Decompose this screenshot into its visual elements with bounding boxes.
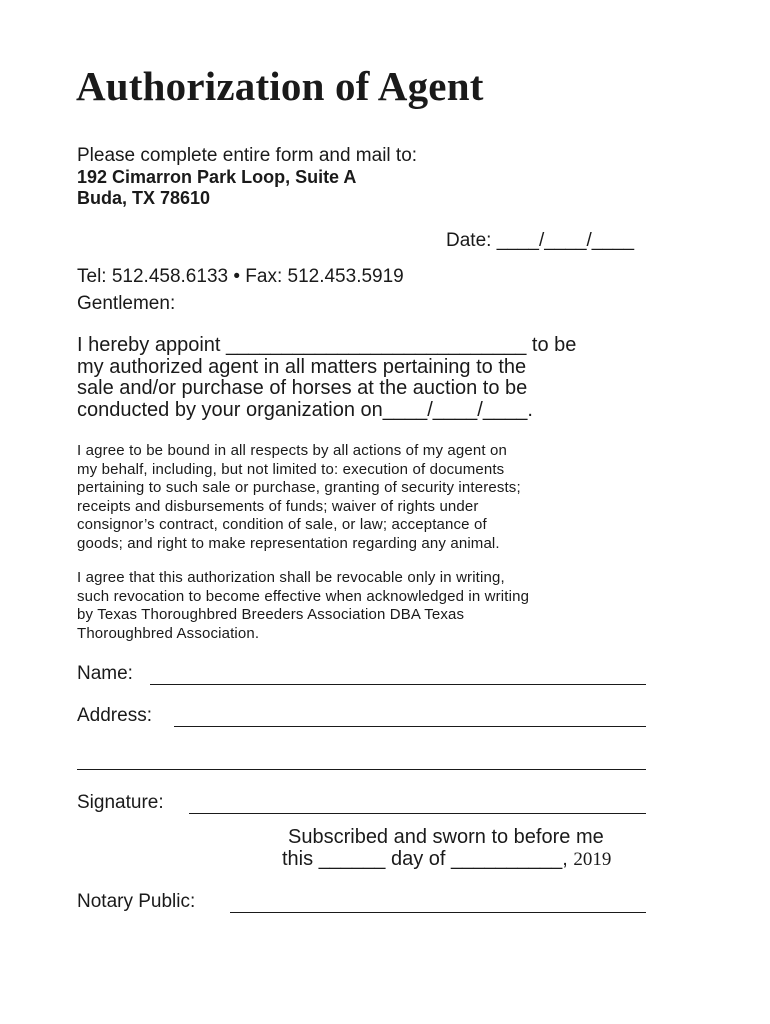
address-label: Address:: [77, 705, 152, 726]
paragraph-line: by Texas Thoroughbred Breeders Association DBA Texas: [77, 606, 465, 623]
appoint-line-4[interactable]: conducted by your organization on____/____/____.: [77, 398, 533, 421]
name-input-line[interactable]: [150, 684, 646, 685]
paragraph-line: I agree to be bound in all respects by all actions of my agent on: [77, 442, 508, 459]
revocation-paragraph: [77, 569, 687, 643]
day-of-text: day of: [391, 848, 446, 870]
sworn-this-text: this: [282, 848, 314, 870]
date-blank[interactable]: ____/____/____: [496, 230, 635, 251]
sworn-statement: Subscribed and sworn to before me: [288, 826, 604, 848]
paragraph-line: my behalf, including, but not limited to: execution of documents: [77, 460, 505, 478]
paragraph-line: such revocation to become effective when acknowledged in writing: [77, 587, 530, 605]
appointment-statement: [77, 335, 677, 421]
address-input-line[interactable]: [174, 726, 646, 727]
mailing-address-line2: Buda, TX 78610: [77, 188, 211, 208]
signature-field[interactable]: [77, 792, 164, 814]
mailing-address-line1: 192 Cimarron Park Loop, Suite A: [77, 167, 357, 187]
paragraph-line: pertaining to such sale or purchase, granting of security interests;: [77, 479, 521, 496]
paragraph-line: consignor’s contract, condition of sale, or law; acceptance of: [77, 516, 487, 533]
agent-name-blank[interactable]: ___________________________: [226, 334, 527, 356]
address-field[interactable]: [77, 705, 152, 727]
salutation: Gentlemen:: [77, 293, 176, 314]
day-blank[interactable]: ______: [318, 848, 386, 870]
binding-agreement-paragraph: [77, 442, 687, 553]
paragraph-line: I agree that this authorization shall be revocable only in writing,: [77, 569, 505, 586]
address-input-line-2[interactable]: [77, 769, 646, 770]
name-field[interactable]: [77, 663, 133, 685]
notary-field[interactable]: [77, 891, 195, 913]
appoint-line-3: sale and/or purchase of horses at the auction to be: [77, 377, 528, 399]
signature-label: Signature:: [77, 792, 164, 813]
notary-label: Notary Public:: [77, 891, 196, 912]
date-field[interactable]: [446, 230, 634, 252]
name-label: Name:: [77, 663, 133, 684]
appoint-line-2: my authorized agent in all matters pertaining to the: [77, 355, 527, 378]
date-label: Date:: [446, 230, 492, 251]
mail-instructions: Please complete entire form and mail to:: [77, 145, 418, 166]
contact-info: Tel: 512.458.6133 • Fax: 512.453.5919: [77, 266, 404, 287]
sworn-year: 2019: [573, 849, 612, 870]
signature-input-line[interactable]: [189, 813, 646, 814]
paragraph-line: Thoroughbred Association.: [77, 624, 260, 642]
notary-input-line[interactable]: [230, 912, 646, 913]
paragraph-line: goods; and right to make representation regarding any animal.: [77, 534, 500, 552]
form-title: Authorization of Agent: [76, 63, 484, 109]
sworn-date-line: [282, 848, 611, 871]
appoint-text-start: I hereby appoint: [77, 334, 221, 356]
appoint-text-end: to be: [531, 334, 577, 356]
month-blank[interactable]: __________,: [451, 848, 568, 870]
paragraph-line: receipts and disbursements of funds; waiver of rights under: [77, 497, 479, 515]
